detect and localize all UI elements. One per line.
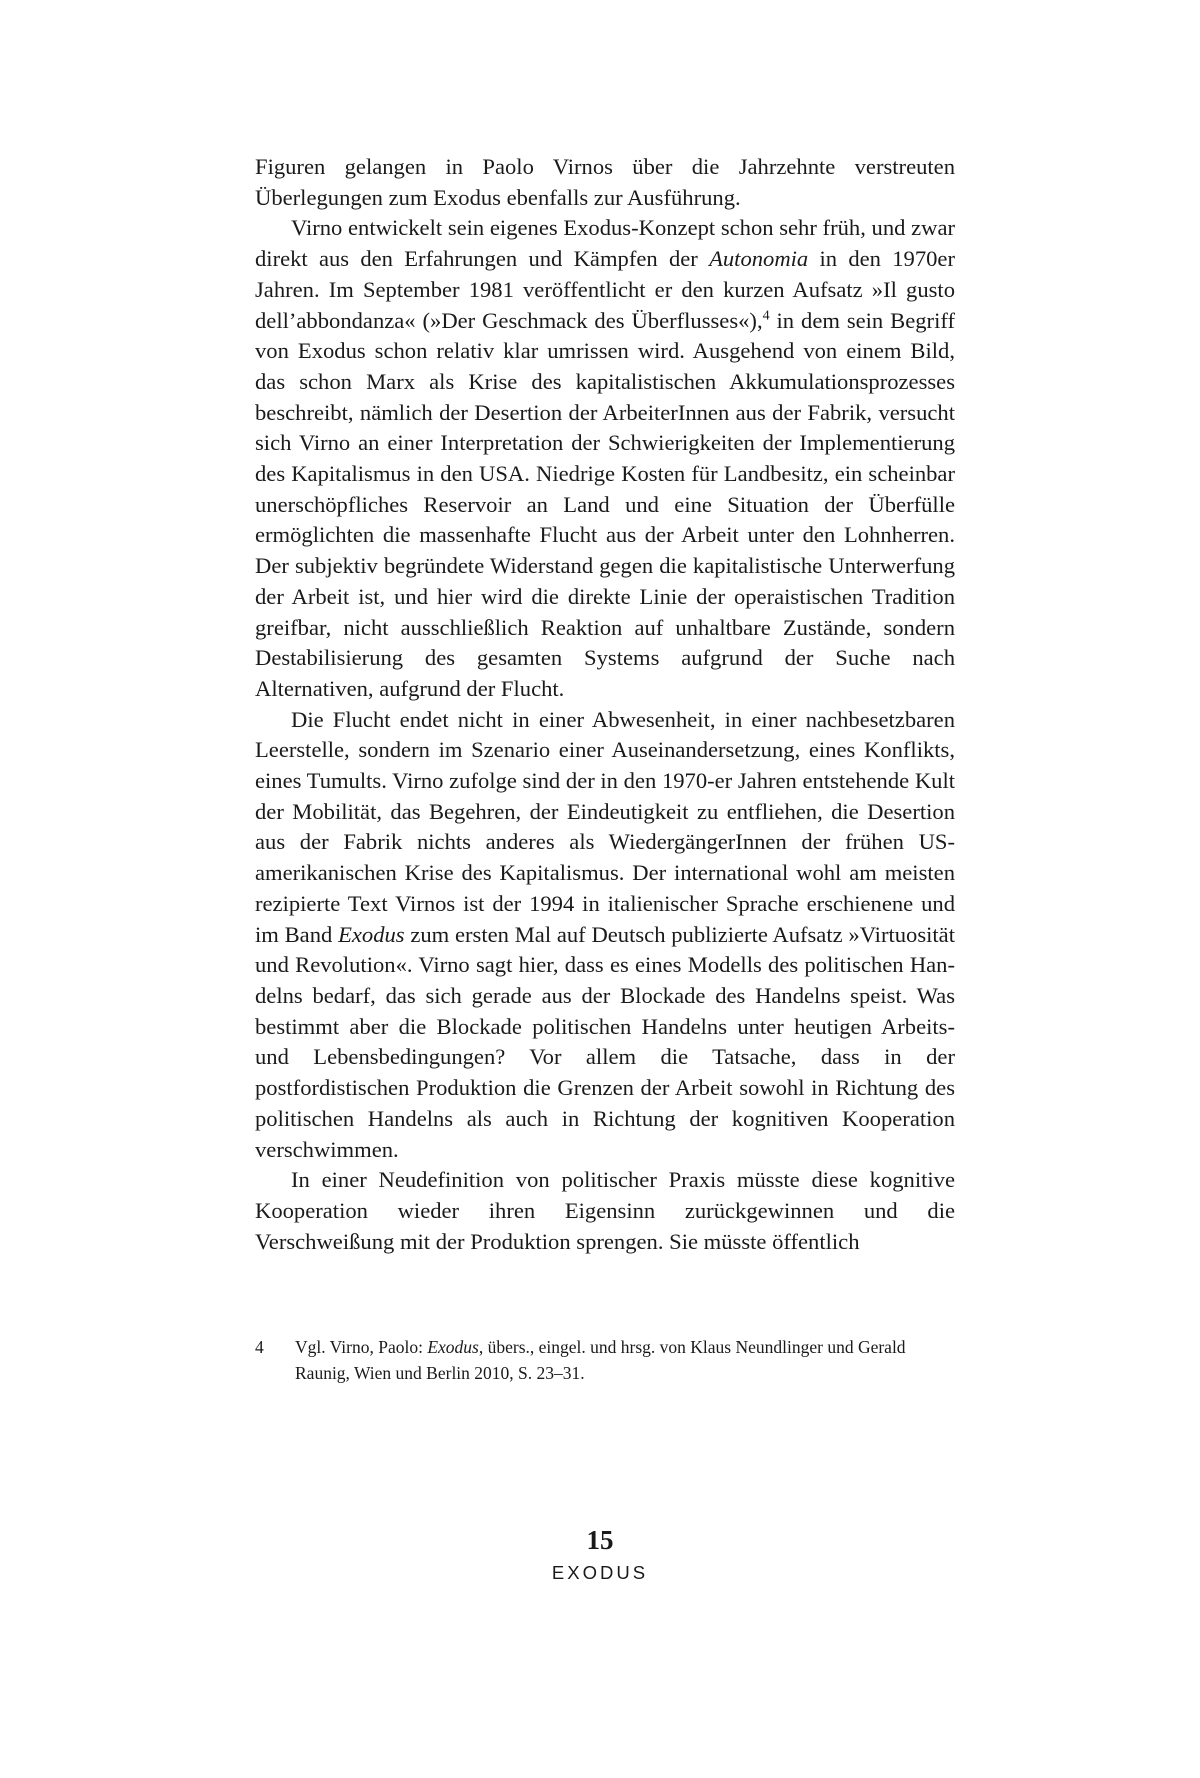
- paragraph-text: in dem sein Begriff von Exodus schon relativ klar umrissen wird. Ausgehend von einem Bild, das schon Marx als Krise des kapitalistischen Akkumulationsprozesses beschreibt, nämlich der Desertion der ArbeiterInnen aus der Fabrik, versucht sich Virno an einer Interpretation der Schwierigkeiten der Implementierung des Kapitalismus in den USA. Niedrige Kosten für Landbesitz, ein scheinbar unerschöpfliches Reservoir an Land und eine Situation der Überfülle ermöglichten die massenhafte Flucht aus der Arbeit unter den Lohnherren. Der subjektiv begründete Widerstand gegen die kapitalistische Unterwerfung der Arbeit ist, und hier wird die direkte Linie der operaistischen Tradition greifbar, nicht ausschließlich Reaktion auf unhaltbare Zustände, sondern Destabilisierung des gesamten Systems aufgrund der Suche nach Alternativen, aufgrund der Flucht.: [255, 307, 955, 701]
- italic-term: Autonomia: [709, 246, 809, 272]
- paragraph: [255, 1165, 955, 1257]
- footnote: [255, 1334, 955, 1386]
- paragraph-text: Die Flucht endet nicht in einer Abwesenheit, in einer nachbesetzbaren Leerstelle, sondern im Szenario einer Auseinandersetzung, eines Konflikts, eines Tumults. Virno zufolge sind der in den 1970-er Jahren entstehende Kult der Mobilität, das Begehren, der Eindeutigkeit zu entfliehen, die Desertion aus der Fabrik nichts anderes als WiedergängerInnen der frühen US-amerikanischen Krise des Kapitalismus. Der international wohl am meisten rezipierte Text Virnos ist der 1994 in italienischer Sprache erschienene und im Band: [255, 706, 955, 947]
- footnote-reference: 4: [762, 307, 770, 323]
- paragraph-text: Figuren gelangen in Paolo Virnos über die Jahrzehnte verstreuten Überlegungen zum Exodus ebenfalls zur Ausführung.: [255, 154, 955, 210]
- footnote-text-part: Vgl. Virno, Paolo:: [295, 1337, 428, 1357]
- footnote-number: 4: [255, 1337, 264, 1357]
- paragraph: [255, 705, 955, 1166]
- body-text: [255, 152, 955, 1257]
- footnote-text: [295, 1334, 955, 1386]
- paragraph-text: Virno entwickelt sein eigenes Exodus-Konzept schon sehr früh, und zwar direkt aus den Erfahrungen und Kämpfen der: [255, 215, 955, 272]
- footnote-italic-title: Exodus: [427, 1337, 479, 1357]
- footnote-text-part: , übers., eingel. und hrsg. von Klaus Neundlinger und Gerald Raunig, Wien und Berlin 2010, S. 23–31.: [295, 1337, 906, 1383]
- paragraph: [255, 213, 955, 704]
- paragraph-text: zum ersten Mal auf Deutsch publizierte Aufsatz »Virtuosität und Revolution«. Virno sagt hier, dass es eines Modells des politischen Handelns bedarf, das sich gerade aus der Blockade des Handelns speist. Was bestimmt aber die Blockade politischen Handelns unter heutigen Arbeits- und Lebensbedingungen? Vor allem die Tatsache, dass in der postfordistischen Produktion die Grenzen der Arbeit sowohl in Richtung des politischen Handelns als auch in Richtung der kognitiven Kooperation verschwimmen.: [255, 921, 955, 1162]
- paragraph-text: in den 1970er Jahren. Im September 1981 veröffentlicht er den kurzen Aufsatz »Il gusto dell’abbondanza« (»Der Geschmack des Überflusses«),: [255, 246, 955, 333]
- running-title: EXODUS: [551, 1562, 649, 1583]
- paragraph-text: In einer Neudefinition von politischer Praxis müsste diese kognitive Kooperation wieder ihren Eigensinn zurückgewinnen und die Verschweißung mit der Produktion sprengen. Sie müsste öffentlich: [255, 1167, 955, 1254]
- page-number: 15: [586, 1525, 614, 1555]
- paragraph: [255, 152, 955, 213]
- italic-title: Exodus: [338, 921, 405, 947]
